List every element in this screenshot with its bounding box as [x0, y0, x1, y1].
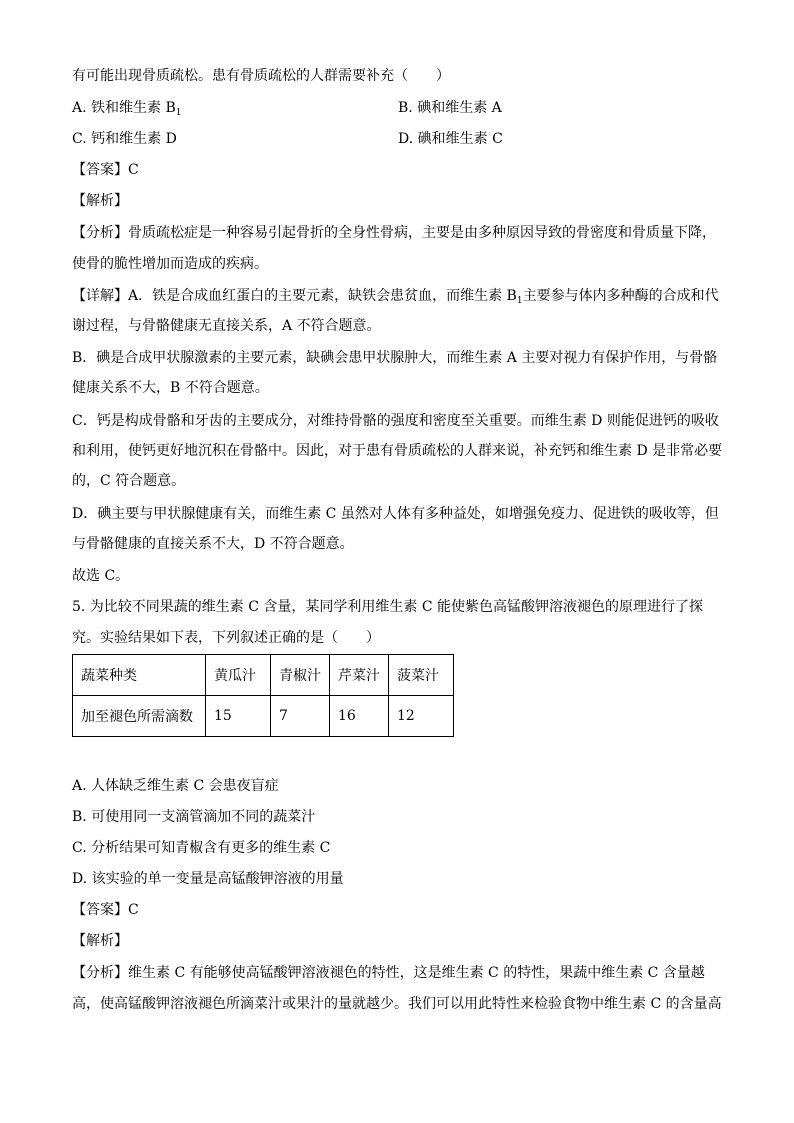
- q4-fenxi-line-1: [72, 223, 724, 243]
- q5-fenxi-line-2: 高，使高锰酸钾溶液褪色所滴菜汁或果汁的量就越少。我们可以用此特性来检验食物中维生素 C 的含量高: [72, 996, 722, 1012]
- q5-table-cell: 7: [271, 696, 330, 737]
- q5-table-header-row: [73, 655, 454, 696]
- q5-stem-line-1: 5. 为比较不同果蔬的维生素 C 含量，某同学利用维生素 C 能使紫色高锰酸钾溶液褪色的原理进行了探: [72, 599, 704, 615]
- q4-xiangjie-a-line-1: [72, 286, 724, 306]
- q5-table-header-cell: 蔬菜种类: [73, 655, 206, 696]
- q4-analysis-tag: 【解析】: [72, 193, 128, 209]
- q4-xiangjie-c-line-2: 和利用，使钙更好地沉积在骨骼中。因此，对于患有骨质疏松的人群来说，补充钙和维生素 D 是非常必要: [72, 443, 723, 459]
- q5-table-data-row: [73, 696, 454, 737]
- q4-option-a: [72, 98, 181, 118]
- q5-answer-tag: 【答案】: [72, 902, 128, 918]
- q4-option-c: C. 钙和维生素 D: [72, 131, 177, 147]
- q4-xiangjie-a-line-2: 谢过程，与骨骼健康无直接关系，A 不符合题意。: [72, 318, 381, 334]
- q4-xiangjie-d-line-2: 与骨骼健康的直接关系不大，D 不符合题意。: [72, 536, 354, 552]
- q5-table-header-cell: 青椒汁: [271, 655, 330, 696]
- q4-option-a-label: A. 铁和维生素 B: [72, 100, 176, 116]
- q4-xiangjie-c-line-1: C．钙是构成骨骼和牙齿的主要成分，对维持骨骼的强度和密度至关重要。而维生素 D 则能促进钙的吸收: [72, 413, 719, 429]
- q4-stem-tail: 有可能出现骨质疏松。患有骨质疏松的人群需要补充（ ）: [72, 68, 450, 84]
- q4-xiangjie-a-pre: A．铁是合成血红蛋白的主要元素，缺铁会患贫血，而维生素 B: [128, 288, 517, 304]
- q5-stem-line-2: 究。实验结果如下表，下列叙述正确的是（ ）: [72, 630, 380, 646]
- q4-option-d: D. 碘和维生素 C: [398, 131, 503, 147]
- q4-fenxi-text-1: 骨质疏松症是一种容易引起骨折的全身性骨病，主要是由多种原因导致的骨密度和骨质量下降，: [128, 225, 716, 241]
- q4-xiangjie-a-subscript: 1: [516, 296, 523, 306]
- q4-xiangjie-b-line-2: 健康关系不大，B 不符合题意。: [72, 380, 269, 396]
- q4-conclusion: 故选 C。: [72, 568, 130, 584]
- q5-option-d: D. 该实验的单一变量是高锰酸钾溶液的用量: [72, 871, 344, 887]
- q4-fenxi-tag: 【分析】: [72, 225, 128, 241]
- q5-table-cell: 12: [389, 696, 454, 737]
- q5-table-cell: 15: [206, 696, 271, 737]
- q5-fenxi-line-1: [72, 963, 724, 983]
- q4-answer: [72, 160, 724, 180]
- q5-fenxi-tag: 【分析】: [72, 965, 128, 981]
- q5-answer-value: C: [128, 902, 139, 918]
- q5-table-header-cell: 芹菜汁: [330, 655, 389, 696]
- q5-analysis-tag: 【解析】: [72, 933, 128, 949]
- q4-xiangjie-b-line-1: B．碘是合成甲状腺激素的主要元素，缺碘会患甲状腺肿大，而维生素 A 主要对视力有保护作用，与骨骼: [72, 350, 718, 366]
- q4-xiangjie-d-line-1: D．碘主要与甲状腺健康有关，而维生素 C 虽然对人体有多种益处，如增强免疫力、促进铁的吸收等，但: [72, 506, 719, 522]
- q5-answer: [72, 900, 724, 920]
- q5-option-b: B. 可使用同一支滴管滴加不同的蔬菜汁: [72, 809, 316, 825]
- q4-answer-tag: 【答案】: [72, 162, 128, 178]
- q4-option-b: B. 碘和维生素 A: [398, 100, 502, 116]
- q5-option-a: A. 人体缺乏维生素 C 会患夜盲症: [72, 778, 279, 794]
- q5-fenxi-text-1: 维生素 C 有能够使高锰酸钾溶液褪色的特性，这是维生素 C 的特性，果蔬中维生素 C 含量越: [128, 965, 705, 981]
- q5-table-header-cell: 菠菜汁: [389, 655, 454, 696]
- q4-xiangjie-tag: 【详解】: [72, 288, 128, 304]
- q5-data-table: [72, 654, 454, 737]
- q5-table-cell: 16: [330, 696, 389, 737]
- q4-fenxi-line-2: 使骨的脆性增加而造成的疾病。: [72, 256, 268, 272]
- q5-option-c: C. 分析结果可知青椒含有更多的维生素 C: [72, 840, 331, 856]
- q4-xiangjie-c-line-3: 的，C 符合题意。: [72, 473, 186, 489]
- q4-answer-value: C: [128, 162, 139, 178]
- q4-option-a-subscript: 1: [175, 108, 182, 118]
- q4-xiangjie-a-post: 主要参与体内多种酶的合成和代: [522, 288, 719, 304]
- q5-table-header-cell: 黄瓜汁: [206, 655, 271, 696]
- q5-table-cell: 加至褪色所需滴数: [73, 696, 206, 737]
